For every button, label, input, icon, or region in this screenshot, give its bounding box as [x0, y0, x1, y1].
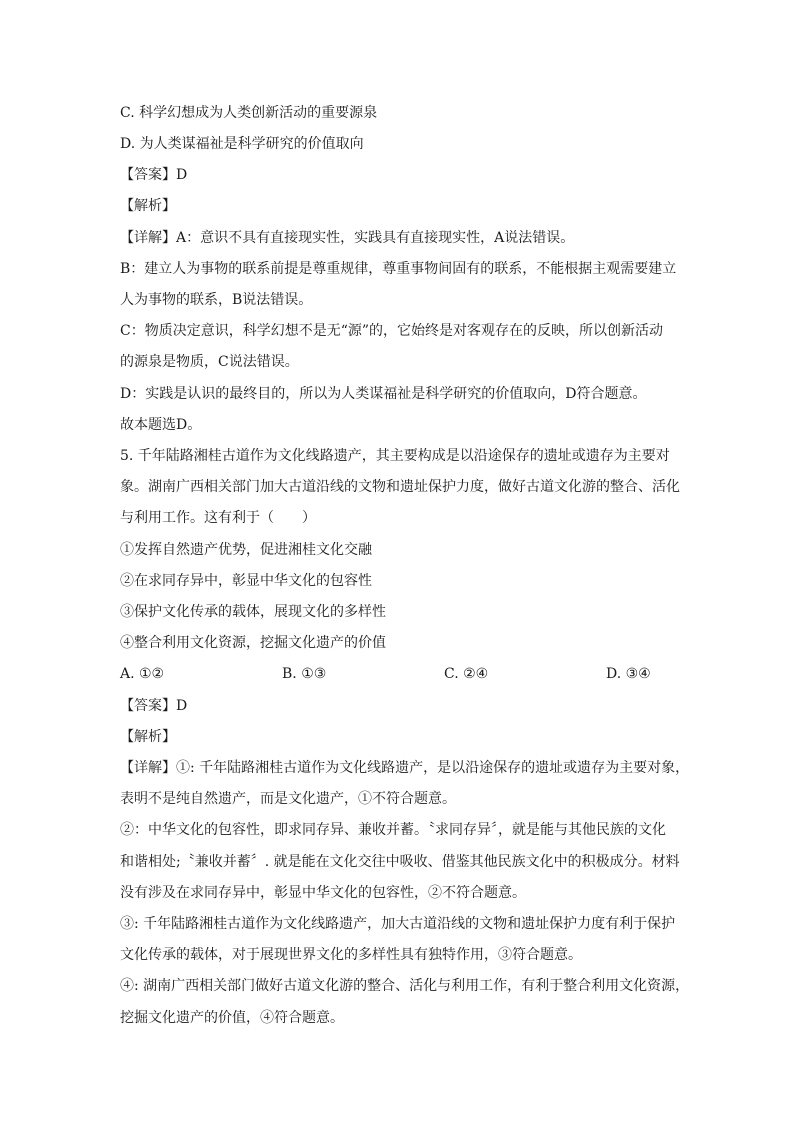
q5-detail-line: ②：中华文化的包容性，即求同存异、兼收并蓄。〝求同存异〞，就是能与其他民族的文化 [120, 822, 666, 838]
q4-detail-line: 【详解】A：意识不具有直接现实性，实践具有直接现实性，A说法错误。 [120, 230, 575, 246]
q5-choice-b: B. ①③ [282, 666, 327, 682]
q5-detail-line: 文化传承的载体，对于展现世界文化的多样性具有独特作用，③符合题意。 [120, 947, 582, 963]
q5-choice-c: C. ②④ [444, 666, 489, 682]
q5-statement: ③保护文化传承的载体，展现文化的多样性 [120, 604, 386, 620]
q4-detail-line: B：建立人为事物的联系前提是尊重规律，尊重事物间固有的联系，不能根据主观需要建立 [120, 261, 677, 277]
q4-analysis-label: 【解析】 [120, 198, 176, 214]
q5-detail-line: ③: 千年陆路湘桂古道作为文化线路遗产，加大古道沿线的文物和遗址保护力度有利于保护 [120, 916, 676, 932]
q4-detail-line: 的源泉是物质，C说法错误。 [120, 354, 299, 370]
q5-statement: ④整合利用文化资源，挖掘文化遗产的价值 [120, 635, 386, 651]
q5-statement: ②在求同存异中，彰显中华文化的包容性 [120, 573, 372, 589]
q5-answer: 【答案】D [120, 698, 188, 714]
q5-detail-line: 【详解】①: 千年陆路湘桂古道作为文化线路遗产，是以沿途保存的遗址或遗存为主要对象， [120, 760, 690, 776]
q4-conclusion: 故本题选D。 [120, 417, 202, 433]
q5-stem-line: 象。湖南广西相关部门加大古道沿线的文物和遗址保护力度，做好古道文化游的整合、活化 [120, 479, 680, 495]
q4-option-c: C. 科学幻想成为人类创新活动的重要源泉 [120, 105, 378, 121]
q5-stem-line: 与利用工作。这有利于（ ） [120, 510, 316, 526]
q5-detail-line: 没有涉及在求同存异中，彰显中华文化的包容性，②不符合题意。 [120, 885, 526, 901]
q5-choice-a: A. ①② [120, 666, 165, 682]
q5-stem-line: 5. 千年陆路湘桂古道作为文化线路遗产，其主要构成是以沿途保存的遗址或遗存为主要对 [120, 448, 670, 464]
q4-detail-line: D：实践是认识的最终目的，所以为人类谋福祉是科学研究的价值取向，D符合题意。 [120, 386, 647, 402]
q4-answer: 【答案】D [120, 167, 188, 183]
q5-statement: ①发挥自然遗产优势，促进湘桂文化交融 [120, 542, 372, 558]
q4-option-d: D. 为人类谋福祉是科学研究的价值取向 [120, 136, 364, 152]
q5-detail-line: 表明不是纯自然遗产，而是文化遗产，①不符合题意。 [120, 791, 456, 807]
q5-detail-line: 挖掘文化遗产的价值，④符合题意。 [120, 1010, 344, 1026]
q4-detail-line: C：物质决定意识，科学幻想不是无“源”的，它始终是对客观存在的反映，所以创新活动 [120, 323, 664, 339]
q4-detail-line: 人为事物的联系，B说法错误。 [120, 292, 313, 308]
q5-choice-d: D. ③④ [606, 666, 651, 682]
q5-analysis-label: 【解析】 [120, 729, 176, 745]
q5-detail-line: ④: 湖南广西相关部门做好古道文化游的整合、活化与利用工作，有利于整合利用文化资源， [120, 978, 690, 994]
q5-detail-line: 和谐相处;〝兼收并蓄〞. 就是能在文化交往中吸收、借鉴其他民族文化中的积极成分。材料 [120, 854, 680, 870]
